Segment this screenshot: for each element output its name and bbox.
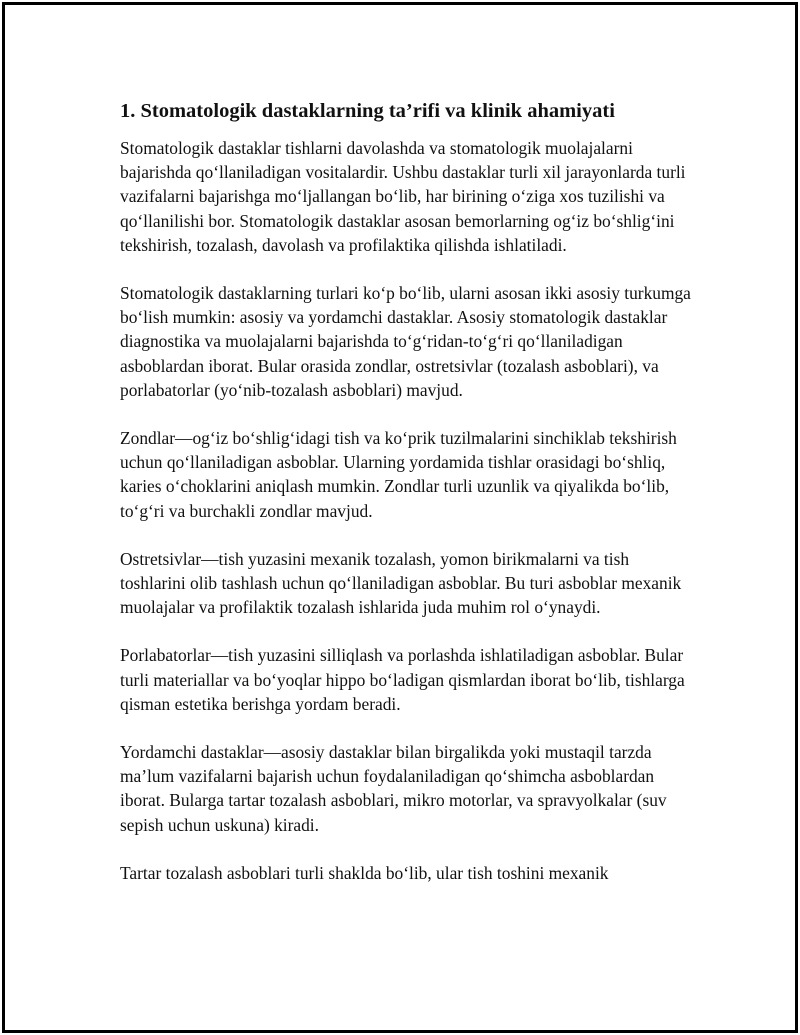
- document-page: [2, 2, 798, 1033]
- paragraph-types: Stomatologik dastaklarning turlari ko‘p bo‘lib, ularni asosan ikki asosiy turkumga bo‘lish mumkin: asosiy va yordamchi dastaklar. Asosiy stomatologik dastaklar diagnostika va muolajalarni bajarishda to‘g‘ridan-to‘g‘ri qo‘llaniladigan asboblardan iborat. Bular orasida zondlar, ostretsivlar (tozalash asboblari), va porlabatorlar (yo‘nib-tozalash asboblari) mavjud.: [120, 283, 691, 400]
- paragraph-definition: Stomatologik dastaklar tishlarni davolashda va stomatologik muolajalarni bajarishda qo‘llaniladigan vositalardir. Ushbu dastaklar turli xil jarayonlarda turli vazifalarni bajarishga mo‘ljallangan bo‘lib, har birining o‘ziga xos tuzilishi va qo‘llanilishi bor. Stomatologik dastaklar asosan bemorlarning og‘iz bo‘shlig‘ini tekshirish, tozalash, davolash va profilaktika qilishda ishlatiladi.: [120, 138, 686, 255]
- section-heading: 1. Stomatologik dastaklarning ta’rifi va klinik ahamiyati: [120, 100, 615, 122]
- document-body: [120, 98, 692, 885]
- paragraph-polishers: Porlabatorlar—tish yuzasini silliqlash va porlashda ishlatiladigan asboblar. Bular turli materiallar va bo‘yoqlar hippo bo‘ladigan qismlardan iborat bo‘lib, tishlarga qisman estetika berishga yordam beradi.: [120, 645, 685, 714]
- paragraph-tartar-tools: Tartar tozalash asboblari turli shaklda bo‘lib, ular tish toshini mexanik: [120, 862, 609, 883]
- paragraph-auxiliary-tools: Yordamchi dastaklar—asosiy dastaklar bilan birgalikda yoki mustaqil tarzda ma’lum vazifalarni bajarish uchun foydalaniladigan qo‘shimcha asboblardan iborat. Bularga tartar tozalash asboblari, mikro motorlar, va spravyolkalar (suv sepish uchun uskuna) kiradi.: [120, 742, 667, 835]
- paragraph-probes: Zondlar—og‘iz bo‘shlig‘idagi tish va ko‘prik tuzilmalarini sinchiklab tekshirish uchun qo‘llaniladigan asboblar. Ularning yordamida tishlar orasidagi bo‘shliq, karies o‘choklarini aniqlash mumkin. Zondlar turli uzunlik va qiyalikda bo‘lib, to‘g‘ri va burchakli zondlar mavjud.: [120, 428, 677, 521]
- paragraph-scalers: Ostretsivlar—tish yuzasini mexanik tozalash, yomon birikmalarni va tish toshlarini olib tashlash uchun qo‘llaniladigan asboblar. Bu turi asboblar mexanik muolajalar va profilaktik tozalash ishlarida juda muhim rol o‘ynaydi.: [120, 548, 682, 618]
